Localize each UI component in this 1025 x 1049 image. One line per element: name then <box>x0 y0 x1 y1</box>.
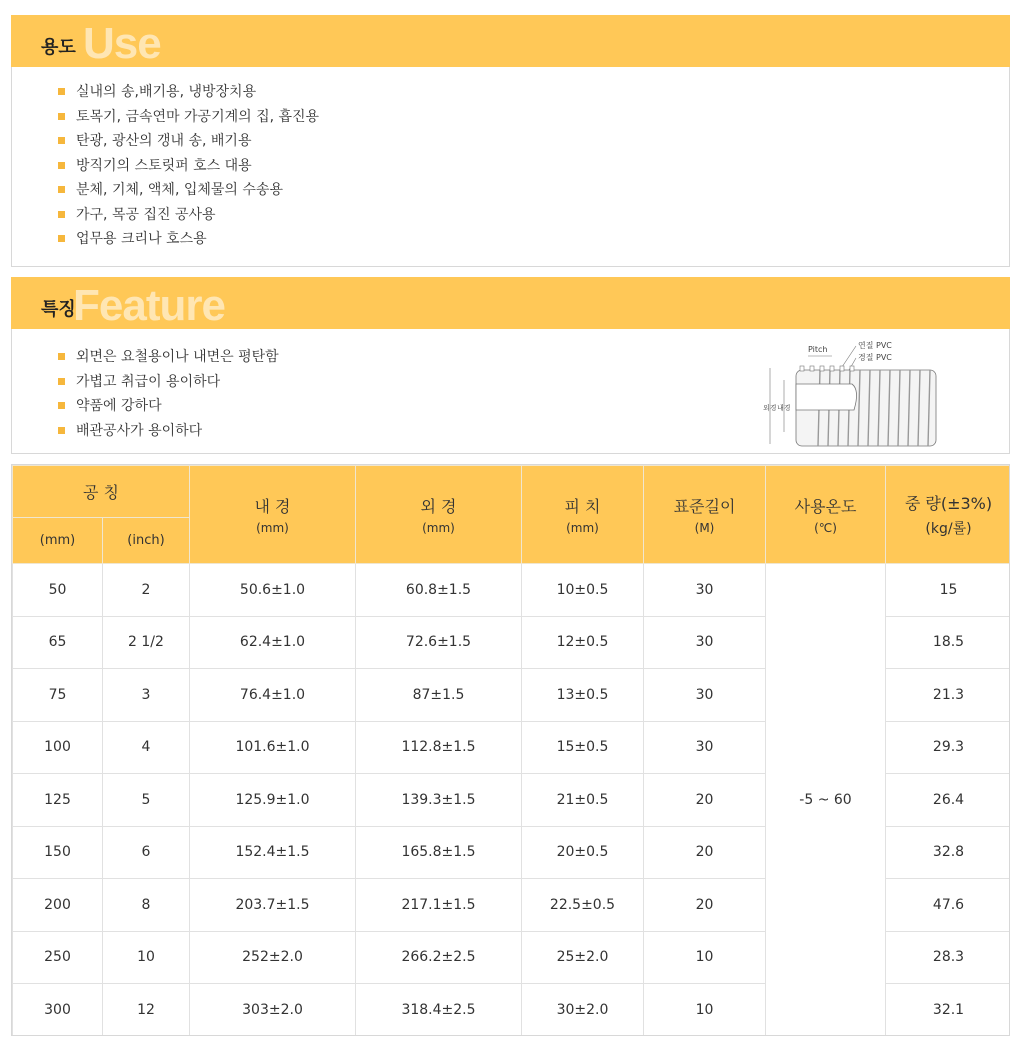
cell-inner: 252±2.0 <box>190 931 356 984</box>
feature-item: 외면은 요철용이나 내면은 평탄함 <box>58 347 279 372</box>
cell-outer: 318.4±2.5 <box>356 984 522 1037</box>
cell-weight: 32.8 <box>886 826 1011 879</box>
soft-pvc-label: 연질 PVC <box>858 341 892 350</box>
header-mm: (mm) <box>13 518 103 564</box>
cell-inner: 303±2.0 <box>190 984 356 1037</box>
cell-inner: 125.9±1.0 <box>190 774 356 827</box>
use-item: 토목기, 금속연마 가공기계의 집, 흡진용 <box>58 107 319 132</box>
use-item: 업무용 크리나 호스용 <box>58 229 319 254</box>
cell-weight: 15 <box>886 564 1011 617</box>
cell-pitch: 22.5±0.5 <box>522 879 644 932</box>
use-section-body <box>11 67 1010 267</box>
cell-weight: 32.1 <box>886 984 1011 1037</box>
use-item: 탄광, 광산의 갱내 송, 배기용 <box>58 131 319 156</box>
cell-length: 30 <box>644 669 766 722</box>
cell-pitch: 25±2.0 <box>522 931 644 984</box>
cell-inch: 4 <box>103 721 190 774</box>
cell-mm: 125 <box>13 774 103 827</box>
cell-inch: 10 <box>103 931 190 984</box>
header-nominal: 공 칭 <box>13 466 190 518</box>
outer-diameter-label: 외경 <box>763 404 777 412</box>
inner-diameter-label: 내경 <box>777 404 791 412</box>
cell-mm: 200 <box>13 879 103 932</box>
hard-pvc-label: 경질 PVC <box>858 353 892 362</box>
header-inner-diameter: 내 경 (mm) <box>190 466 356 564</box>
cell-length: 30 <box>644 564 766 617</box>
header-weight: 중 량(±3%) (kg/롤) <box>886 466 1011 564</box>
cell-inch: 3 <box>103 669 190 722</box>
cell-pitch: 20±0.5 <box>522 826 644 879</box>
cell-mm: 75 <box>13 669 103 722</box>
spec-table-container <box>11 464 1010 1036</box>
use-section-header <box>11 15 1010 67</box>
cell-pitch: 21±0.5 <box>522 774 644 827</box>
feature-title: 특징 <box>41 299 76 320</box>
cell-mm: 250 <box>13 931 103 984</box>
cell-length: 10 <box>644 931 766 984</box>
cell-inch: 12 <box>103 984 190 1037</box>
header-temperature: 사용온도 (℃) <box>766 466 886 564</box>
feature-list <box>58 347 279 445</box>
cell-mm: 300 <box>13 984 103 1037</box>
cell-length: 20 <box>644 774 766 827</box>
cell-inch: 8 <box>103 879 190 932</box>
table-row <box>13 564 1011 617</box>
cell-weight: 26.4 <box>886 774 1011 827</box>
cell-inch: 2 <box>103 564 190 617</box>
header-inch: (inch) <box>103 518 190 564</box>
cell-weight: 47.6 <box>886 879 1011 932</box>
cell-pitch: 13±0.5 <box>522 669 644 722</box>
cell-mm: 50 <box>13 564 103 617</box>
cell-temperature: -5 ~ 60 <box>766 564 886 1037</box>
cell-length: 30 <box>644 616 766 669</box>
cell-pitch: 10±0.5 <box>522 564 644 617</box>
header-pitch: 피 치 (mm) <box>522 466 644 564</box>
cell-outer: 139.3±1.5 <box>356 774 522 827</box>
cell-inner: 50.6±1.0 <box>190 564 356 617</box>
pitch-label: Pitch <box>808 345 828 354</box>
cell-inch: 2 1/2 <box>103 616 190 669</box>
cell-length: 20 <box>644 879 766 932</box>
cell-inch: 6 <box>103 826 190 879</box>
use-list <box>58 82 319 254</box>
cell-weight: 28.3 <box>886 931 1011 984</box>
cell-pitch: 12±0.5 <box>522 616 644 669</box>
use-item: 분체, 기체, 액체, 입체물의 수송용 <box>58 180 319 205</box>
cell-inner: 152.4±1.5 <box>190 826 356 879</box>
cell-outer: 87±1.5 <box>356 669 522 722</box>
cell-outer: 60.8±1.5 <box>356 564 522 617</box>
use-item: 가구, 목공 집진 공사용 <box>58 205 319 230</box>
cell-length: 30 <box>644 721 766 774</box>
cell-inch: 5 <box>103 774 190 827</box>
use-item: 실내의 송,배기용, 냉방장치용 <box>58 82 319 107</box>
cell-inner: 62.4±1.0 <box>190 616 356 669</box>
cell-weight: 29.3 <box>886 721 1011 774</box>
feature-item: 가볍고 취급이 용이하다 <box>58 372 279 397</box>
use-title-en: Use <box>83 19 161 67</box>
use-item: 방직기의 스토릿퍼 호스 대용 <box>58 156 319 181</box>
header-length: 표준길이 (M) <box>644 466 766 564</box>
cell-weight: 18.5 <box>886 616 1011 669</box>
header-outer-diameter: 외 경 (mm) <box>356 466 522 564</box>
cell-outer: 217.1±1.5 <box>356 879 522 932</box>
feature-section-header <box>11 277 1010 329</box>
cell-pitch: 30±2.0 <box>522 984 644 1037</box>
cell-length: 10 <box>644 984 766 1037</box>
hose-diagram <box>760 340 940 450</box>
cell-outer: 112.8±1.5 <box>356 721 522 774</box>
cell-outer: 165.8±1.5 <box>356 826 522 879</box>
cell-inner: 203.7±1.5 <box>190 879 356 932</box>
feature-title-en: Feature <box>73 281 225 329</box>
cell-inner: 101.6±1.0 <box>190 721 356 774</box>
cell-mm: 150 <box>13 826 103 879</box>
cell-mm: 65 <box>13 616 103 669</box>
use-title: 용도 <box>41 37 76 58</box>
feature-item: 배관공사가 용이하다 <box>58 421 279 446</box>
cell-pitch: 15±0.5 <box>522 721 644 774</box>
cell-outer: 266.2±2.5 <box>356 931 522 984</box>
spec-table <box>12 465 1010 1036</box>
cell-length: 20 <box>644 826 766 879</box>
cell-mm: 100 <box>13 721 103 774</box>
cell-weight: 21.3 <box>886 669 1011 722</box>
cell-outer: 72.6±1.5 <box>356 616 522 669</box>
cell-inner: 76.4±1.0 <box>190 669 356 722</box>
feature-item: 약품에 강하다 <box>58 396 279 421</box>
